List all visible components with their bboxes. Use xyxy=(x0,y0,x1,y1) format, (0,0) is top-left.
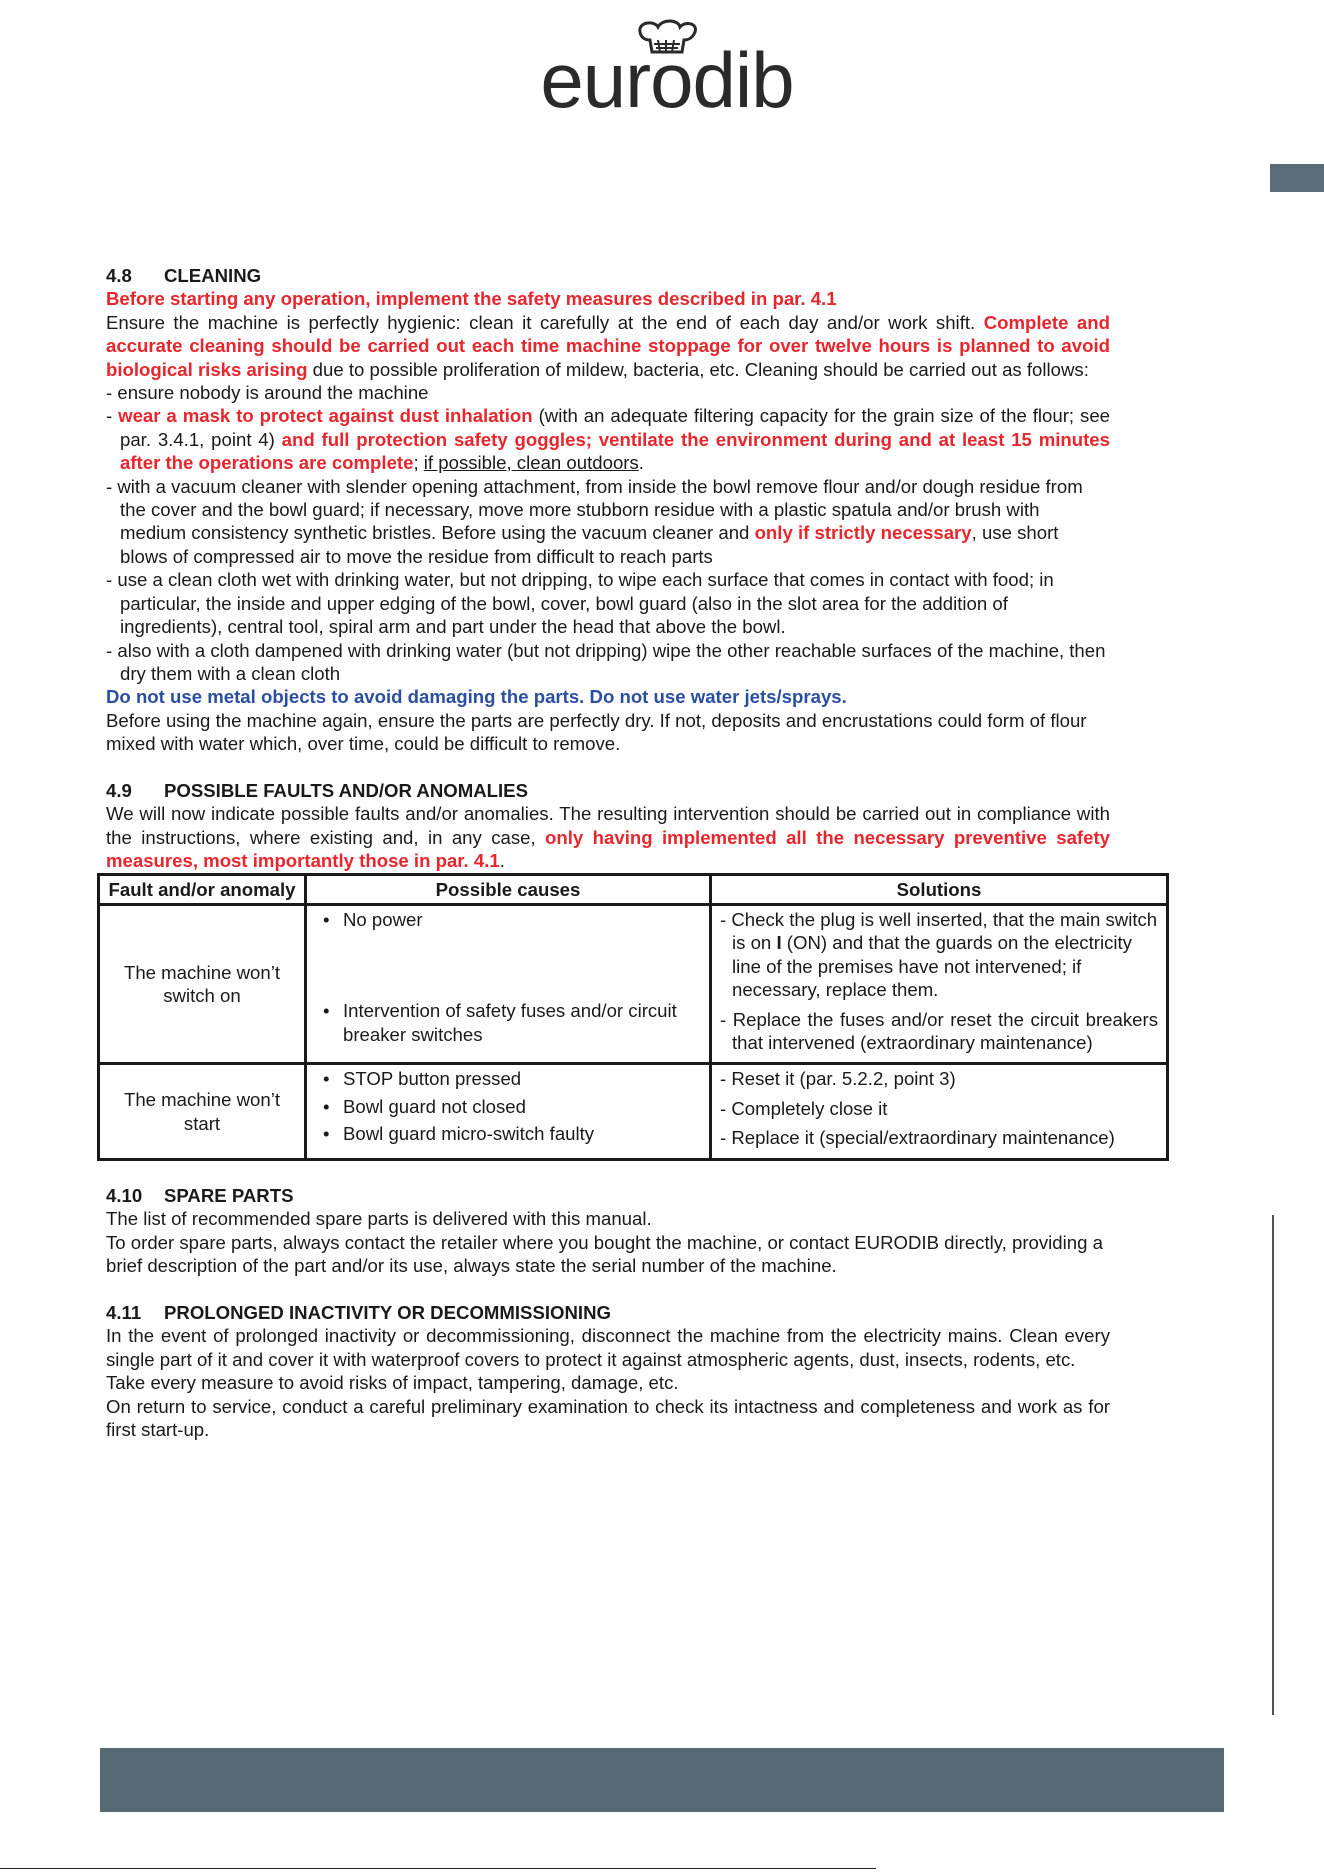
cleaning-step-2: - wear a mask to protect against dust inhalation (with an adequate filtering capacity for the grain size of the flour; see par. 3.4.1, point 4) and full protection safety goggles; ventilate the environment during and at least 15 minutes after the operations are complete; if possible, clean outdoors. xyxy=(106,405,1111,474)
cause-item: • Bowl guard micro-switch faulty xyxy=(315,1122,701,1145)
side-rule xyxy=(1272,1215,1274,1715)
section-heading-4-11: 4.11 PROLONGED INACTIVITY OR DECOMMISSIONING xyxy=(106,1302,611,1324)
table-header: Solutions xyxy=(711,874,1168,904)
cleaning-step-4: - use a clean cloth wet with drinking water, but not dripping, to wipe each surface that comes in contact with food; in particular, the inside and upper edging of the bowl, cover, bowl guard (also in the slot area for the addition of ingredients), central tool, spiral arm and part under the head that above the bowl. xyxy=(106,569,1054,638)
faults-table xyxy=(97,873,1169,1161)
section-heading-4-10: 4.10 SPARE PARTS xyxy=(106,1185,294,1206)
cause-item: • Bowl guard not closed xyxy=(315,1095,701,1118)
table-header-row xyxy=(99,874,1168,904)
solution-item: - Reset it (par. 5.2.2, point 3) xyxy=(720,1068,956,1090)
solutions-cell xyxy=(711,1064,1168,1159)
faults-intro: We will now indicate possible faults and/or anomalies. The resulting intervention should be carried out in compliance with the instructions, where existing and, in any case, only having implemented all the necessary preventive safety measures, most importantly those in par. 4.1. xyxy=(106,803,1110,872)
solutions-cell xyxy=(711,904,1168,1063)
bottom-rule xyxy=(0,1868,876,1869)
section-heading-4-8: 4.8 CLEANING xyxy=(106,265,262,286)
solution-item: - Replace it (special/extraordinary maintenance) xyxy=(720,1127,1115,1149)
cleaning-step-5: - also with a cloth dampened with drinking water (but not dripping) wipe the other reachable surfaces of the machine, then dry them with a clean cloth xyxy=(106,639,1106,684)
page-content xyxy=(106,264,1158,1441)
solution-item: - Replace the fuses and/or reset the circuit breakers that intervened (extraordinary maintenance) xyxy=(720,1008,1158,1053)
eurodib-logo xyxy=(512,18,822,124)
inactivity-p2: Take every measure to avoid risks of impact, tampering, damage, etc. xyxy=(106,1372,679,1394)
metal-objects-warning: Do not use metal objects to avoid damaging the parts. Do not use water jets/sprays. xyxy=(106,686,847,708)
inactivity-p3: On return to service, conduct a careful preliminary examination to check its intactness and completeness and work as for first start-up. xyxy=(106,1395,1110,1441)
causes-cell xyxy=(306,1064,711,1159)
cleaning-intro: Ensure the machine is perfectly hygienic: clean it carefully at the end of each day and/or work shift. Complete and accurate cleaning should be carried out each time machine stoppage for over twelve hours is planned to avoid biological risks arising due to possible proliferation of mildew, bacteria, etc. Cleaning should be carried out as follows: xyxy=(106,311,1110,380)
section-tab-marker xyxy=(1270,164,1324,192)
logo-wordmark: eurodib xyxy=(540,36,794,124)
cleaning-step-3: - with a vacuum cleaner with slender opening attachment, from inside the bowl remove flour and/or dough residue from the cover and the bowl guard; if necessary, move more stubborn residue with a plastic spatula and/or brush with medium consistency synthetic bristles. Before using the vacuum cleaner and only if strictly necessary, use short blows of compressed air to move the residue from difficult to reach parts xyxy=(106,475,1083,567)
table-header: Fault and/or anomaly xyxy=(99,874,306,904)
footer-band xyxy=(100,1748,1224,1812)
solution-item: - Completely close it xyxy=(720,1097,888,1119)
cleaning-step-1: - ensure nobody is around the machine xyxy=(106,382,429,404)
solution-item: - Check the plug is well inserted, that the main switch is on I (ON) and that the guards on the electricity line of the premises have not intervened; if necessary, replace them. xyxy=(720,908,1158,1001)
spare-parts-p1: The list of recommended spare parts is delivered with this manual. xyxy=(106,1208,652,1230)
section-heading-4-9: 4.9 POSSIBLE FAULTS AND/OR ANOMALIES xyxy=(106,779,528,801)
cause-item: • STOP button pressed xyxy=(315,1067,701,1090)
safety-warning: Before starting any operation, implement the safety measures described in par. 4.1 xyxy=(106,288,837,310)
inactivity-p1: In the event of prolonged inactivity or decommissioning, disconnect the machine from the electricity mains. Clean every single part of it and cover it with waterproof covers to protect it against atmospheric agents, dust, insects, rodents, etc. xyxy=(106,1325,1110,1370)
causes-cell xyxy=(306,904,711,1063)
cause-item: • Intervention of safety fuses and/or circuit breaker switches xyxy=(315,999,701,1046)
spare-parts-p2: To order spare parts, always contact the retailer where you bought the machine, or contact EURODIB directly, providing a brief description of the part and/or its use, always state the serial number of the machine. xyxy=(106,1231,1103,1277)
fault-cell: The machine won’t switch on xyxy=(99,904,306,1063)
cleaning-outro: Before using the machine again, ensure the parts are perfectly dry. If not, deposits and encrustations could form of flour mixed with water which, over time, could be difficult to remove. xyxy=(106,709,1087,755)
table-header: Possible causes xyxy=(306,874,711,904)
fault-cell: The machine won’t start xyxy=(99,1064,306,1159)
table-row xyxy=(99,904,1168,1063)
cause-item: • No power xyxy=(315,908,701,931)
table-row xyxy=(99,1064,1168,1159)
